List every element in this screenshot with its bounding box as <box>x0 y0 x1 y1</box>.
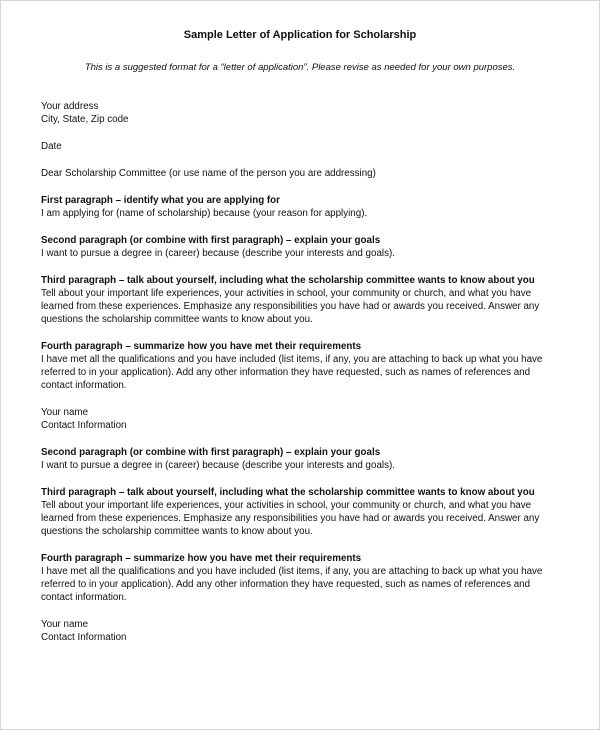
document-subtitle: This is a suggested format for a “letter of application”. Please revise as needed for your own purposes. <box>84 62 516 73</box>
signature-name: Your name <box>41 619 89 630</box>
third-paragraph-line: questions the scholarship committee wants to know about you. <box>41 314 313 325</box>
salutation: Dear Scholarship Committee (or use name of the person you are addressing) <box>41 168 376 179</box>
signature-name: Your name <box>41 407 89 418</box>
fourth-paragraph-heading: Fourth paragraph – summarize how you have met their requirements <box>41 341 362 352</box>
third-paragraph-heading: Third paragraph – talk about yourself, including what the scholarship committee wants to know about you <box>41 275 535 286</box>
fourth-paragraph-line: contact information. <box>41 380 127 391</box>
fourth-paragraph-line: I have met all the qualifications and you have included (list items, if any, you are attaching to back up what you have <box>41 566 543 577</box>
first-paragraph-text: I am applying for (name of scholarship) because (your reason for applying). <box>41 208 368 219</box>
fourth-paragraph-line: referred to in your application). Add any other information they have requested, such as names of references and <box>41 579 531 590</box>
date-line: Date <box>41 141 62 152</box>
letter-body <box>41 100 576 644</box>
third-paragraph-line: Tell about your important life experiences, your activities in school, your community or church, and what you have <box>41 500 532 511</box>
first-paragraph-heading: First paragraph – identify what you are applying for <box>41 195 280 206</box>
third-paragraph-line: learned from these experiences. Emphasize any responsibilities you have had or awards you received. Answer any <box>41 513 540 524</box>
fourth-paragraph-heading: Fourth paragraph – summarize how you have met their requirements <box>41 553 362 564</box>
fourth-paragraph-line: contact information. <box>41 592 127 603</box>
document-title: Sample Letter of Application for Scholarship <box>183 29 417 41</box>
third-paragraph-line: questions the scholarship committee wants to know about you. <box>41 526 313 537</box>
second-paragraph-heading: Second paragraph (or combine with first paragraph) – explain your goals <box>41 235 381 246</box>
third-paragraph-heading: Third paragraph – talk about yourself, including what the scholarship committee wants to know about you <box>41 487 535 498</box>
signature-contact: Contact Information <box>41 420 127 431</box>
second-paragraph-text: I want to pursue a degree in (career) because (describe your interests and goals). <box>41 248 395 259</box>
fourth-paragraph-line: I have met all the qualifications and you have included (list items, if any, you are attaching to back up what you have <box>41 354 543 365</box>
third-paragraph-line: learned from these experiences. Emphasize any responsibilities you have had or awards you received. Answer any <box>41 301 540 312</box>
fourth-paragraph-line: referred to in your application). Add any other information they have requested, such as names of references and <box>41 367 531 378</box>
third-paragraph-line: Tell about your important life experiences, your activities in school, your community or church, and what you have <box>41 288 532 299</box>
second-paragraph-text: I want to pursue a degree in (career) because (describe your interests and goals). <box>41 460 395 471</box>
address-line-2: City, State, Zip code <box>41 114 129 125</box>
address-line-1: Your address <box>41 101 99 112</box>
second-paragraph-heading: Second paragraph (or combine with first paragraph) – explain your goals <box>41 447 381 458</box>
signature-contact: Contact Information <box>41 632 127 643</box>
